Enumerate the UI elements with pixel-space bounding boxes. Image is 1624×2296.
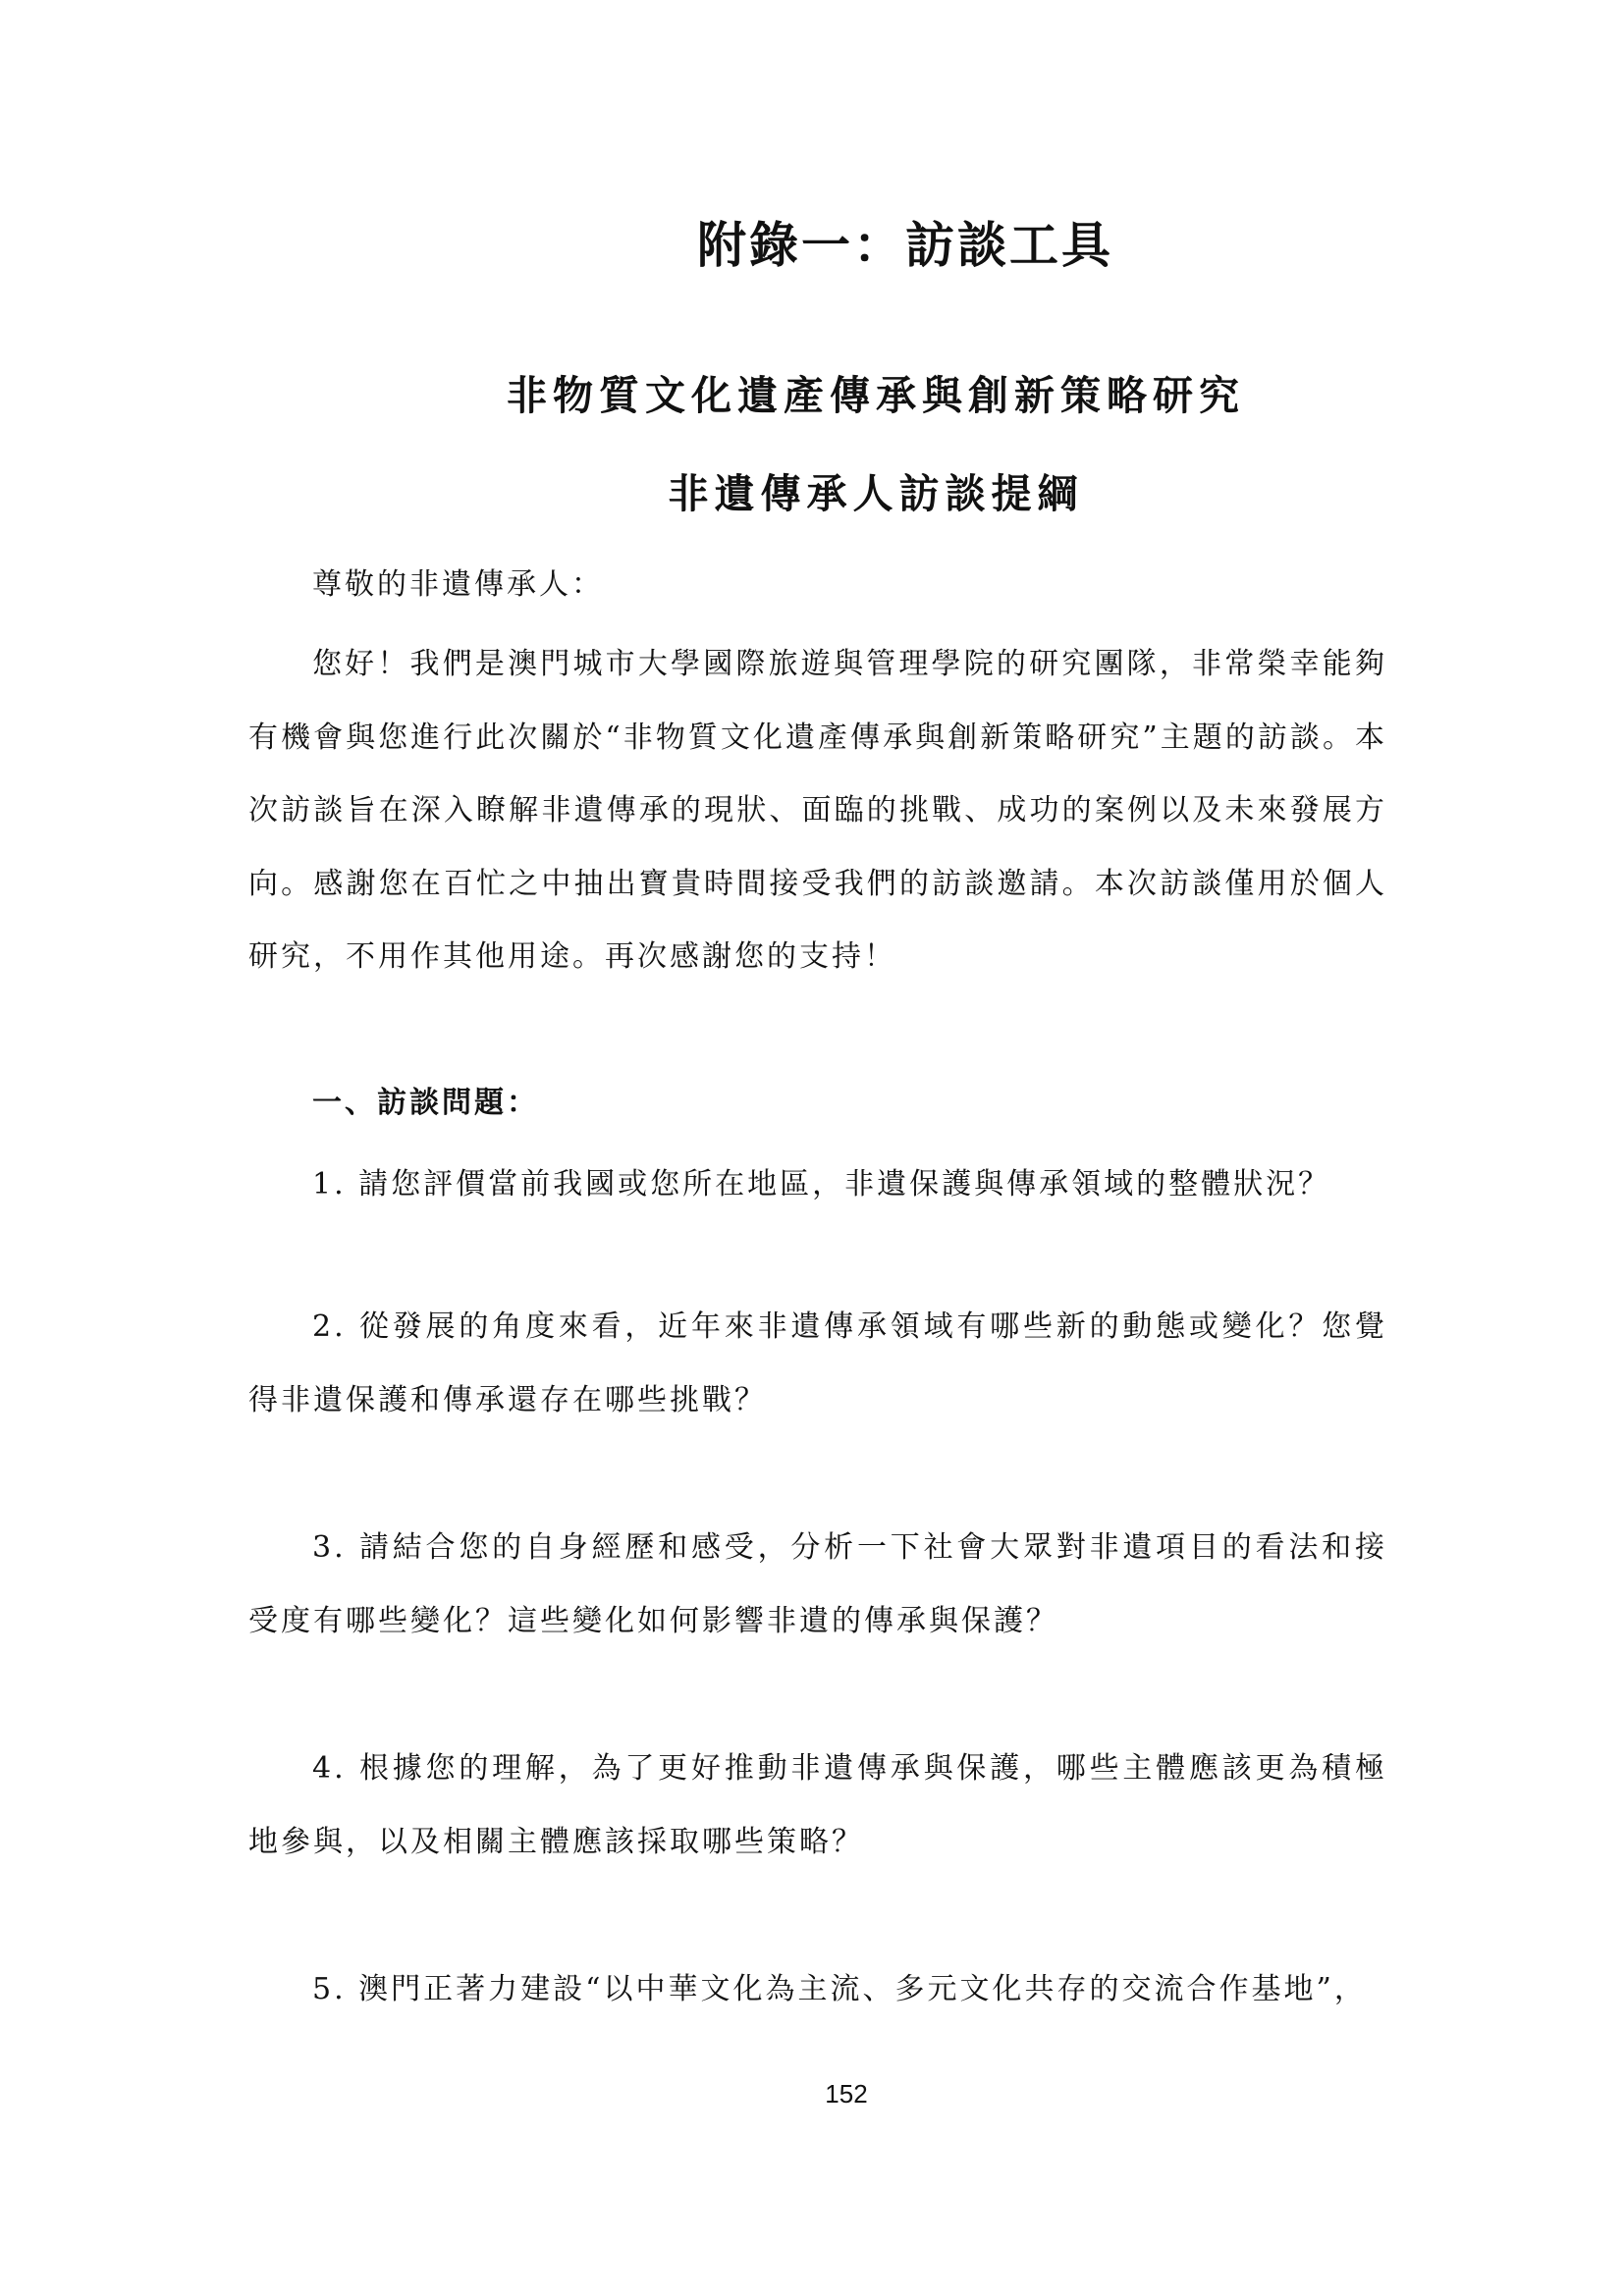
question-4: 4. 根據您的理解，為了更好推動非遺傳承與保護，哪些主體應該更為積極地參與，以及相關主體應該採取哪些策略？ <box>248 1751 1387 1859</box>
salutation: 尊敬的非遺傳承人： <box>312 567 604 602</box>
section-heading: 一、訪談問題： <box>312 1086 539 1120</box>
question-2: 2. 從發展的角度來看，近年來非遺傳承領域有哪些新的動態或變化？您覺得非遺保護和傳承還存在哪些挑戰？ <box>248 1309 1387 1417</box>
study-title: 非物質文化遺產傳承與創新策略研究 <box>507 372 1245 419</box>
question-1: 1. 請您評價當前我國或您所在地區，非遺保護與傳承領域的整體狀況？ <box>312 1167 1331 1201</box>
outline-title: 非遺傳承人訪談提綱 <box>668 470 1084 517</box>
appendix-title: 附錄一：訪談工具 <box>697 216 1113 274</box>
question-3: 3. 請結合您的自身經歷和感受，分析一下社會大眾對非遺項目的看法和接受度有哪些變化？這些變化如何影響非遺的傳承與保護？ <box>248 1530 1387 1638</box>
page-number: 152 <box>825 2079 868 2109</box>
question-5: 5. 澳門正著力建設“以中華文化為主流、多元文化共存的交流合作基地”， <box>312 1972 1367 2006</box>
intro-paragraph: 您好！我們是澳門城市大學國際旅遊與管理學院的研究團隊，非常榮幸能夠有機會與您進行此次關於“非物質文化遺產傳承與創新策略研究”主題的訪談。本次訪談旨在深入瞭解非遺傳承的現狀、面臨的挑戰、成功的案例以及未來發展方向。感謝您在百忙之中抽出寶貴時間接受我們的訪談邀請。本次訪談僅用於個人研究，不用作其他用途。再次感謝您的支持！ <box>248 647 1387 974</box>
